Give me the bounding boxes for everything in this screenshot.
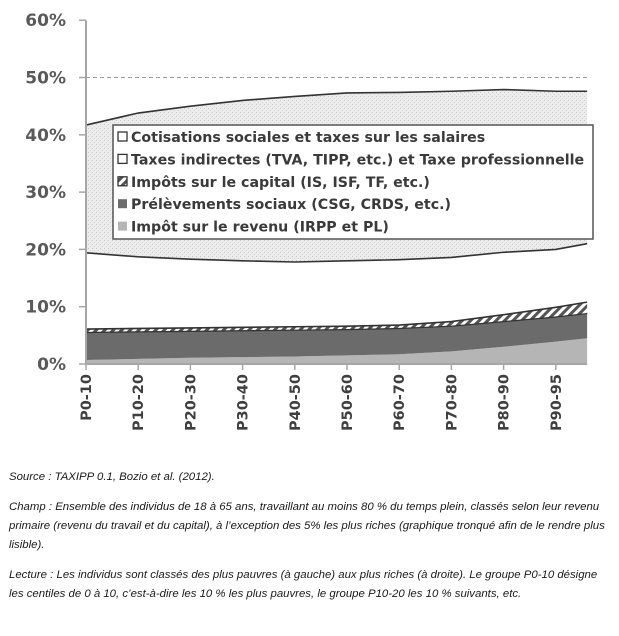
x-tick-label: P50-60 bbox=[340, 374, 356, 432]
champ-note: Champ : Ensemble des individus de 18 à 65 ans, travaillant au moins 80 % du temps plein, classés selon leur revenu primaire (revenu du travail et du capital), à l’exception des 5% les plus riches (graphique tronqué afin de le rendre plus lisible). bbox=[9, 501, 605, 551]
y-tick-label: 50% bbox=[25, 68, 66, 89]
legend-label: Impôts sur le capital (IS, ISF, TF, etc.) bbox=[131, 174, 430, 191]
chart-notes bbox=[9, 468, 614, 615]
y-tick-label: 0% bbox=[37, 355, 66, 375]
y-tick-label: 20% bbox=[25, 240, 66, 261]
x-tick-label: P70-80 bbox=[444, 374, 461, 432]
legend-swatch-dotted bbox=[118, 132, 127, 141]
legend bbox=[113, 125, 593, 239]
legend-swatch-light-gray bbox=[118, 222, 127, 231]
x-tick-label: P90-95 bbox=[548, 374, 565, 432]
legend-swatch-dark-gray bbox=[118, 199, 127, 208]
legend-label: Taxes indirectes (TVA, TIPP, etc.) et Taxe professionnelle bbox=[131, 152, 585, 169]
x-tick-label: P0-10 bbox=[79, 374, 95, 421]
x-tick-label: P80-90 bbox=[496, 374, 513, 432]
legend-swatch-white bbox=[118, 154, 127, 163]
source-note: Source : TAXIPP 0.1, Bozio et al. (2012). bbox=[9, 471, 215, 483]
legend-swatch-hatched bbox=[118, 177, 127, 186]
y-tick-label: 40% bbox=[25, 125, 66, 146]
x-tick-label: P60-70 bbox=[392, 374, 409, 432]
x-tick-label: P30-40 bbox=[235, 374, 252, 432]
legend-label: Cotisations sociales et taxes sur les salaires bbox=[131, 130, 486, 146]
x-tick-label: P20-30 bbox=[183, 374, 200, 432]
x-tick-label: P40-50 bbox=[287, 374, 304, 432]
x-tick-label: P10-20 bbox=[131, 374, 148, 432]
y-tick-label: 60% bbox=[25, 11, 66, 32]
legend-label: Prélèvements sociaux (CSG, CRDS, etc.) bbox=[131, 197, 451, 214]
y-tick-label: 30% bbox=[25, 183, 66, 204]
legend-label: Impôt sur le revenu (IRPP et PL) bbox=[131, 219, 389, 236]
lecture-note: Lecture : Les individus sont classés des plus pauvres (à gauche) aux plus riches (à droite). Le groupe P0-10 désigne les centiles de 0 à 10, c’est-à-dire les 10 % les plus pauvres, le groupe P10-20 les 10 % suivants, etc. bbox=[9, 569, 598, 600]
y-tick-label: 10% bbox=[25, 297, 66, 318]
